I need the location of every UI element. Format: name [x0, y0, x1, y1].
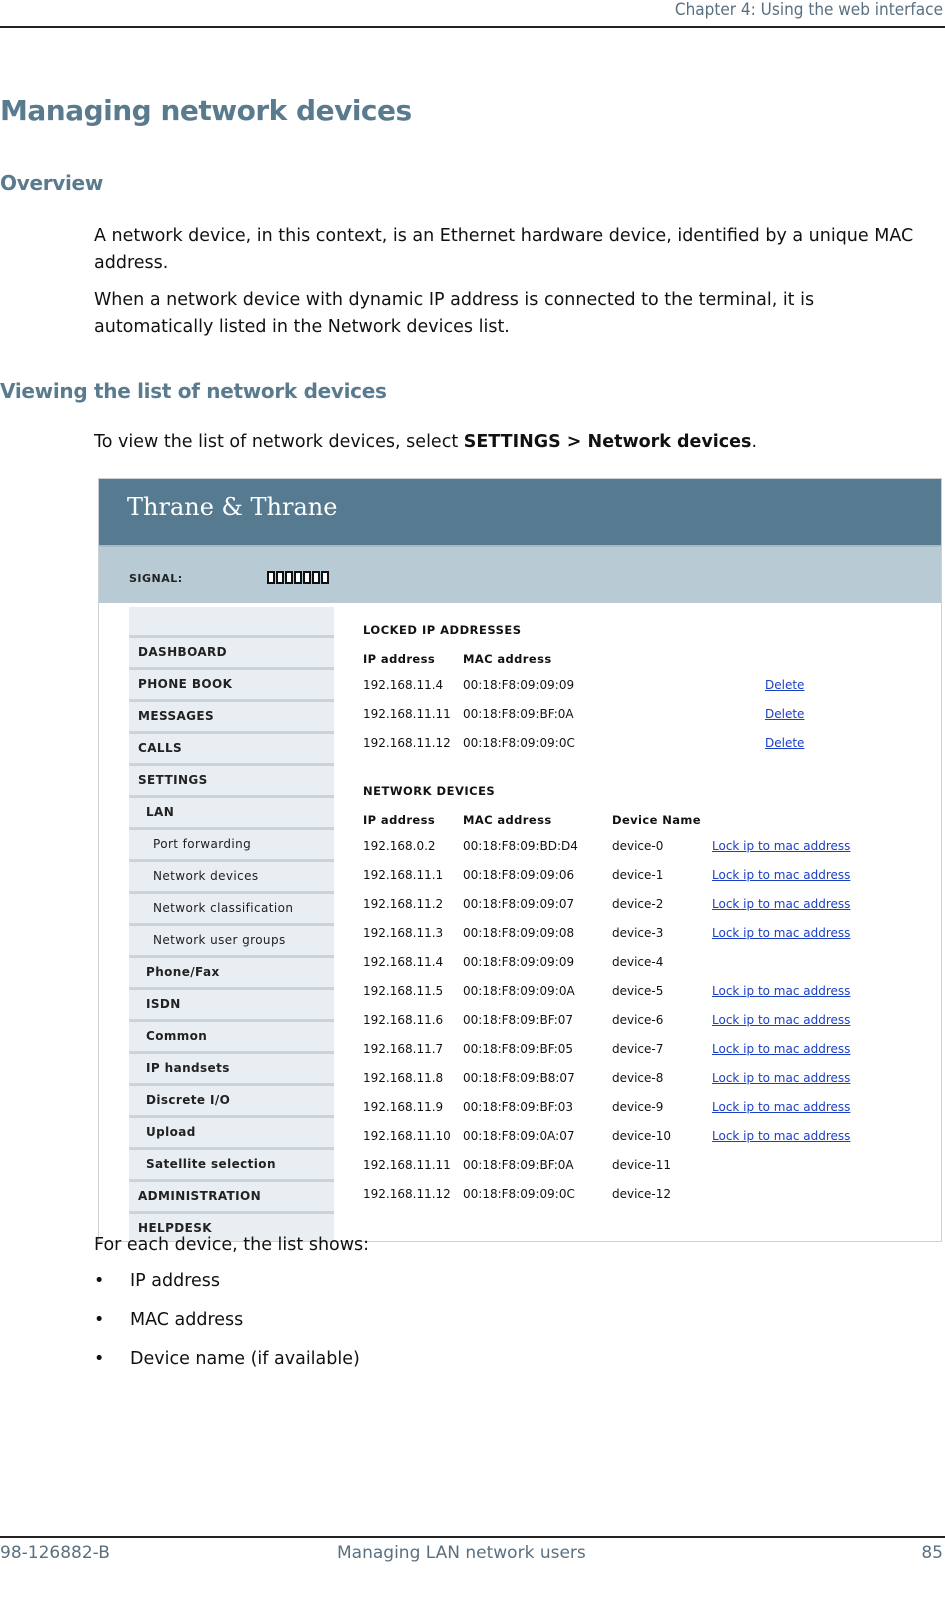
sidebar-item-phone-fax[interactable]: Phone/Fax	[129, 958, 334, 990]
lock-ip-link[interactable]: Lock ip to mac address	[712, 868, 851, 882]
device-name-cell: device-0	[612, 839, 664, 853]
sidebar-top	[129, 607, 334, 638]
bullet-icon: •	[94, 1310, 105, 1330]
mac-cell: 00:18:F8:09:B8:07	[463, 1071, 575, 1085]
signal-bar-segment	[285, 571, 293, 584]
sidebar-item-upload[interactable]: Upload	[129, 1118, 334, 1150]
device-name-cell: device-5	[612, 984, 664, 998]
ip-cell: 192.168.11.11	[363, 1158, 451, 1172]
ip-cell: 192.168.11.1	[363, 868, 444, 882]
sidebar-item-messages[interactable]: MESSAGES	[129, 702, 334, 734]
device-name-cell: device-12	[612, 1187, 672, 1201]
device-name-cell: device-7	[612, 1042, 664, 1056]
brand-bar	[99, 479, 941, 547]
delete-link[interactable]: Delete	[765, 736, 805, 750]
ip-cell: 192.168.11.12	[363, 736, 451, 750]
devices-table-title: NETWORK DEVICES	[363, 784, 496, 798]
sidebar-item-satellite-selection[interactable]: Satellite selection	[129, 1150, 334, 1182]
sidebar-nav	[129, 607, 334, 1242]
mac-cell: 00:18:F8:09:BF:07	[463, 1013, 574, 1027]
page-number: 85	[921, 1543, 943, 1563]
device-table-row	[363, 832, 933, 861]
device-name-cell: device-6	[612, 1013, 664, 1027]
devices-col-ip: IP address	[363, 813, 436, 827]
device-table-row	[363, 890, 933, 919]
brand-logo: Thrane & Thrane	[127, 493, 338, 521]
lock-ip-link[interactable]: Lock ip to mac address	[712, 1100, 851, 1114]
web-interface-screenshot	[98, 478, 942, 1242]
overview-paragraph-1: A network device, in this context, is an Ethernet hardware device, identified by a unique MAC address.	[94, 226, 914, 273]
mac-cell: 00:18:F8:09:09:0C	[463, 736, 575, 750]
signal-bar	[99, 547, 941, 603]
sidebar-item-network-user-groups[interactable]: Network user groups	[129, 926, 334, 958]
locked-table-title: LOCKED IP ADDRESSES	[363, 623, 522, 637]
mac-cell: 00:18:F8:09:09:09	[463, 955, 575, 969]
signal-bar-segment	[312, 571, 320, 584]
device-name-cell: device-2	[612, 897, 664, 911]
device-table-row	[363, 1035, 933, 1064]
lock-ip-link[interactable]: Lock ip to mac address	[712, 897, 851, 911]
device-table-row	[363, 1122, 933, 1151]
ip-cell: 192.168.11.2	[363, 897, 444, 911]
sidebar-item-dashboard[interactable]: DASHBOARD	[129, 638, 334, 670]
mac-cell: 00:18:F8:09:BF:0A	[463, 707, 574, 721]
signal-bar-segment	[267, 571, 275, 584]
sidebar-item-discrete-i-o[interactable]: Discrete I/O	[129, 1086, 334, 1118]
viewing-intro	[94, 429, 934, 456]
sidebar-item-network-classification[interactable]: Network classification	[129, 894, 334, 926]
viewing-heading: Viewing the list of network devices	[0, 379, 387, 403]
ip-cell: 192.168.11.5	[363, 984, 444, 998]
footer-section: Managing LAN network users	[337, 1543, 586, 1563]
signal-label: SIGNAL:	[129, 572, 183, 585]
sidebar-item-common[interactable]: Common	[129, 1022, 334, 1054]
bullet-icon: •	[94, 1271, 105, 1291]
mac-cell: 00:18:F8:09:09:0C	[463, 1187, 575, 1201]
list-item-text: IP address	[130, 1271, 221, 1291]
page-header	[0, 0, 945, 28]
device-name-cell: device-8	[612, 1071, 664, 1085]
list-item	[94, 1307, 360, 1346]
sidebar-item-calls[interactable]: CALLS	[129, 734, 334, 766]
mac-cell: 00:18:F8:09:BD:D4	[463, 839, 578, 853]
mac-cell: 00:18:F8:09:BF:05	[463, 1042, 574, 1056]
list-item-text: Device name (if available)	[130, 1349, 360, 1369]
doc-number: 98-126882-B	[0, 1543, 110, 1563]
device-table-row	[363, 1006, 933, 1035]
delete-link[interactable]: Delete	[765, 707, 805, 721]
mac-cell: 00:18:F8:09:BF:03	[463, 1100, 574, 1114]
overview-heading: Overview	[0, 171, 104, 195]
device-name-cell: device-9	[612, 1100, 664, 1114]
device-table-row	[363, 861, 933, 890]
device-table-row	[363, 1180, 933, 1209]
ip-cell: 192.168.11.10	[363, 1129, 451, 1143]
bullet-icon: •	[94, 1349, 105, 1369]
lock-ip-link[interactable]: Lock ip to mac address	[712, 1129, 851, 1143]
mac-cell: 00:18:F8:09:0A:07	[463, 1129, 575, 1143]
device-table-row	[363, 1093, 933, 1122]
sidebar-item-isdn[interactable]: ISDN	[129, 990, 334, 1022]
lock-ip-link[interactable]: Lock ip to mac address	[712, 926, 851, 940]
ip-cell: 192.168.11.12	[363, 1187, 451, 1201]
sidebar-item-lan[interactable]: LAN	[129, 798, 334, 830]
locked-col-ip: IP address	[363, 652, 436, 666]
ip-cell: 192.168.11.7	[363, 1042, 444, 1056]
mac-cell: 00:18:F8:09:BF:0A	[463, 1158, 574, 1172]
locked-table-row	[363, 729, 933, 758]
mac-cell: 00:18:F8:09:09:08	[463, 926, 575, 940]
device-table-row	[363, 1064, 933, 1093]
device-name-cell: device-11	[612, 1158, 672, 1172]
field-list	[94, 1268, 360, 1385]
ip-cell: 192.168.0.2	[363, 839, 436, 853]
devices-col-name: Device Name	[612, 813, 701, 827]
sidebar-item-administration[interactable]: ADMINISTRATION	[129, 1182, 334, 1214]
list-item-text: MAC address	[130, 1310, 244, 1330]
lock-ip-link[interactable]: Lock ip to mac address	[712, 1042, 851, 1056]
signal-bar-segment	[303, 571, 311, 584]
ip-cell: 192.168.11.9	[363, 1100, 444, 1114]
ip-cell: 192.168.11.6	[363, 1013, 444, 1027]
ip-cell: 192.168.11.4	[363, 678, 444, 692]
lock-ip-link[interactable]: Lock ip to mac address	[712, 1071, 851, 1085]
lock-ip-link[interactable]: Lock ip to mac address	[712, 984, 851, 998]
sidebar-item-helpdesk[interactable]: HELPDESK	[129, 1214, 334, 1242]
device-table-row	[363, 1151, 933, 1180]
overview-paragraph-2: When a network device with dynamic IP address is connected to the terminal, it is automatically listed in the Network devices list.	[94, 290, 815, 337]
intro-period: .	[751, 432, 758, 452]
device-table-row	[363, 977, 933, 1006]
sidebar-item-ip-handsets[interactable]: IP handsets	[129, 1054, 334, 1086]
sidebar-item-network-devices[interactable]: Network devices	[129, 862, 334, 894]
devices-col-mac: MAC address	[463, 813, 552, 827]
mac-cell: 00:18:F8:09:09:06	[463, 868, 575, 882]
device-name-cell: device-3	[612, 926, 664, 940]
ip-cell: 192.168.11.8	[363, 1071, 444, 1085]
list-item	[94, 1268, 360, 1307]
chapter-title: Chapter 4: Using the web interface	[674, 0, 943, 20]
device-name-cell: device-10	[612, 1129, 672, 1143]
lock-ip-link[interactable]: Lock ip to mac address	[712, 839, 851, 853]
ip-cell: 192.168.11.4	[363, 955, 444, 969]
intro-text: To view the list of network devices, select	[94, 432, 464, 452]
signal-bar-segment	[321, 571, 329, 584]
sidebar-item-port-forwarding[interactable]: Port forwarding	[129, 830, 334, 862]
page-title: Managing network devices	[0, 94, 412, 127]
signal-bar-segment	[294, 571, 302, 584]
menu-path: SETTINGS > Network devices	[463, 432, 752, 452]
signal-bar-segment	[276, 571, 284, 584]
ip-cell: 192.168.11.3	[363, 926, 444, 940]
signal-strength-icon	[267, 569, 330, 585]
lock-ip-link[interactable]: Lock ip to mac address	[712, 1013, 851, 1027]
ip-cell: 192.168.11.11	[363, 707, 451, 721]
device-name-cell: device-1	[612, 868, 664, 882]
device-name-cell: device-4	[612, 955, 664, 969]
mac-cell: 00:18:F8:09:09:09	[463, 678, 575, 692]
locked-table-row	[363, 700, 933, 729]
mac-cell: 00:18:F8:09:09:07	[463, 897, 575, 911]
delete-link[interactable]: Delete	[765, 678, 805, 692]
locked-table-row	[363, 671, 933, 700]
sidebar-item-phone-book[interactable]: PHONE BOOK	[129, 670, 334, 702]
sidebar-item-settings[interactable]: SETTINGS	[129, 766, 334, 798]
device-table-row	[363, 919, 933, 948]
device-table-row	[363, 948, 933, 977]
list-item	[94, 1346, 360, 1385]
locked-col-mac: MAC address	[463, 652, 552, 666]
list-intro: For each device, the list shows:	[94, 1235, 370, 1255]
mac-cell: 00:18:F8:09:09:0A	[463, 984, 575, 998]
